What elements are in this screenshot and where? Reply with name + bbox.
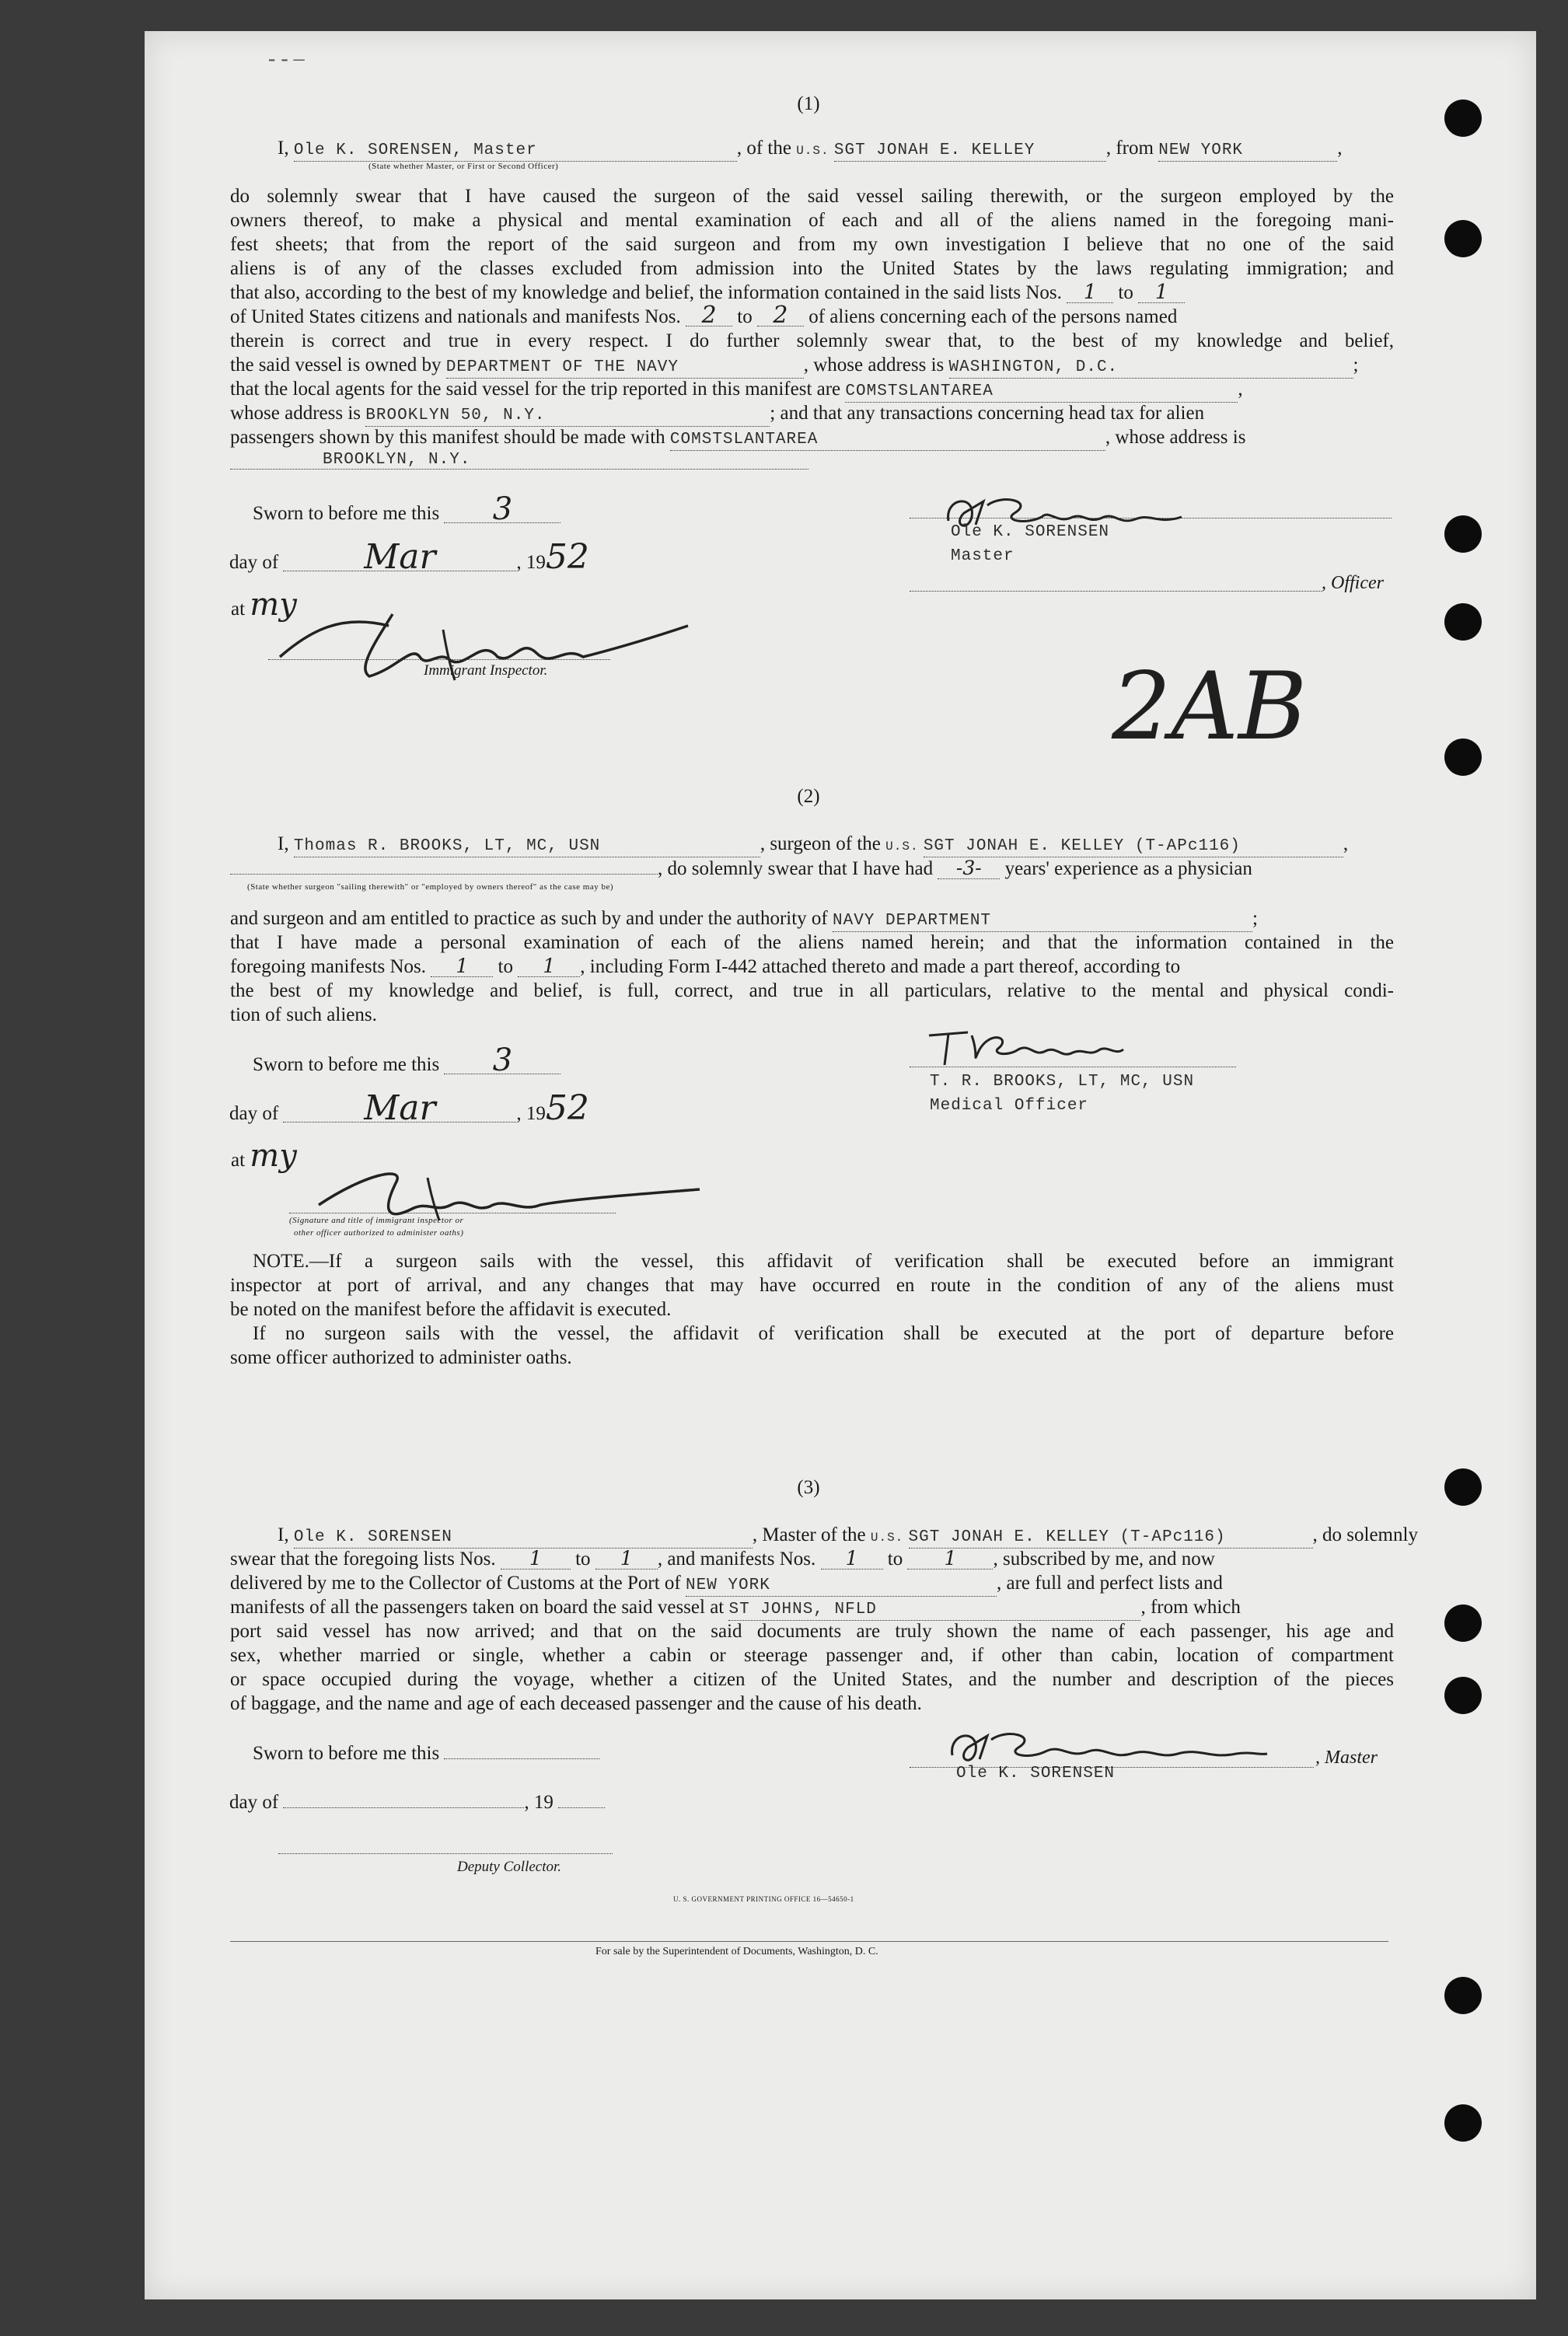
note-line-5: some officer authorized to administer oaths. [230,1347,572,1368]
s1-line-1: I, Ole K. SORENSEN, Master , of the U.S. SGT JONAH E. KELLEY , from NEW YORK , [278,136,1342,163]
master-name-field: Ole K. SORENSEN, Master [294,141,737,162]
s2-line-2: , do solemnly swear that I have had -3- years' experience as a physician [230,857,1252,881]
s2-line-5: foregoing manifests Nos. 1 to 1 , including Form I-442 attached thereto and made a part thereof, according to [230,955,1181,977]
margin-note: 2AB [1112,653,1308,761]
agents-address-field: BROOKLYN 50, N.Y. [365,406,770,427]
punch-hole [1444,2104,1482,2142]
s2-line-1: I, Thomas R. BROOKS, LT, MC, USN , surgeon of the U.S. SGT JONAH E. KELLEY (T-APc116) , [278,832,1348,859]
s3-signature-name: Ole K. SORENSEN [956,1765,1116,1783]
for-sale-line: For sale by the Superintendent of Documents, Washington, D. C. [595,1946,878,1957]
s1-line-11: whose address is BROOKLYN 50, N.Y. ; and that any transactions concerning head tax for alien [230,401,1204,427]
punch-hole [1444,220,1482,257]
s3-line-8: of baggage, and the name and age of each deceased passenger and the cause of his death. [230,1693,922,1714]
section-number: (1) [797,93,820,114]
officer-label: , Officer [1322,573,1384,593]
s1-line-9: the said vessel is owned by DEPARTMENT OF THE NAVY , whose address is WASHINGTON, D.C. ; [230,353,1358,379]
deputy-collector-caption: Deputy Collector. [457,1859,562,1875]
head-tax-address: BROOKLYN, N.Y. [323,451,471,469]
owner-address-field: WASHINGTON, D.C. [949,358,1353,379]
at-line: at my [231,587,297,623]
punch-hole [1444,1604,1482,1642]
punch-hole [1444,100,1482,137]
master-caption: (State whether Master, or First or Second Officer) [368,162,559,171]
owner-field: DEPARTMENT OF THE NAVY [446,358,804,379]
punch-hole [1444,1977,1482,2014]
s3-sworn-line: Sworn to before me this [253,1741,599,1765]
s2-at-line: at my [231,1138,297,1174]
note-line-3: be noted on the manifest before the affidavit is executed. [230,1299,672,1320]
s1-line-4: fest sheets; that from the report of the said surgeon and from my own investigation I believe that no one of the said [230,234,1394,255]
master-label: , Master [1315,1748,1378,1768]
surgeon-name-field: Thomas R. BROOKS, LT, MC, USN [294,836,760,857]
s2-line-3: and surgeon and am entitled to practice as such by and under the authority of NAVY DEPARTMENT ; [230,906,1258,932]
s2-sworn-line: Sworn to before me this 3 [253,1047,560,1077]
surgeon-signature-name: T. R. BROOKS, LT, MC, USN [930,1073,1195,1091]
s3-master-name-field: Ole K. SORENSEN [294,1528,753,1549]
s1-line-7: of United States citizens and nationals and manifests Nos. 2 to 2 of aliens concerning each of the persons named [230,302,1178,329]
vessel-name-field: SGT JONAH E. KELLEY [834,141,1106,162]
s1-line-10: that the local agents for the said vessel for the trip reported in this manifest are COMSTSLANTAREA , [230,377,1243,403]
s2-line-7: tion of such aliens. [230,1004,377,1025]
authority-field: NAVY DEPARTMENT [833,911,1252,932]
s1-line-5: aliens is of any of the classes excluded from admission into the United States by the laws regulating immigration; and [230,258,1394,279]
master-signature-title: Master [951,547,1014,565]
s3-day-of-line: day of , 19 [229,1790,605,1814]
s3-line-5: port said vessel has now arrived; and that on the said documents are truly shown the name of each passenger, his age and [230,1621,1394,1642]
s1-line-3: owners thereof, to make a physical and mental examination of each and all of the aliens named in the foregoing mani- [230,210,1394,231]
note-line-2: inspector at port of arrival, and any changes that may have occurred en route in the condition of any of the aliens must [230,1275,1394,1296]
surgeon-signature-title: Medical Officer [930,1097,1089,1115]
master-signature-name: Ole K. SORENSEN [951,523,1110,541]
s3-line-1: I, Ole K. SORENSEN , Master of the U.S. SGT JONAH E. KELLEY (T-APc116) , do solemnly [278,1523,1418,1550]
agents-field: COMSTSLANTAREA [845,382,1238,403]
punch-hole [1444,603,1482,641]
note-line-4: If no surgeon sails with the vessel, the affidavit of verification shall be executed at the port of departure before [253,1323,1394,1344]
s3-line-4: manifests of all the passengers taken on board the said vessel at ST JOHNS, NFLD , from which [230,1595,1241,1621]
s3-line-6: sex, whether married or single, whether a cabin or steerage passenger and, if other than cabin, location of compartment [230,1645,1394,1666]
s2-inspector-signature [272,1135,707,1228]
s2-caption-1: (Signature and title of immigrant inspector or [289,1216,464,1225]
s1-line-6: that also, according to the best of my knowledge and belief, the information contained in the said lists Nos. 1 to 1 [230,281,1185,305]
punch-hole [1444,1677,1482,1714]
s2-caption-2: other officer authorized to administer oaths) [294,1228,464,1238]
from-port-field: NEW YORK [1158,141,1337,162]
day-of-line: day of Mar , 1952 [229,537,589,577]
header-scribble: - - – [268,47,305,71]
surgeon-signature [925,1026,1127,1073]
head-tax-agent-field: COMSTSLANTAREA [670,430,1105,451]
place-field: ST JOHNS, NFLD [728,1600,1140,1621]
section-number: (2) [797,786,820,807]
s2-line-4: that I have made a personal examination of each of the aliens named herein; and that the information contained in the [230,932,1394,953]
s2-line-6: the best of my knowledge and belief, is full, correct, and true in all particulars, relative to the mental and physical condi- [230,980,1394,1001]
s1-line-8: therein is correct and true in every respect. I do further solemnly swear that, to the best of my knowledge and belief, [230,330,1394,351]
punch-hole [1444,739,1482,776]
punch-hole [1444,515,1482,553]
note-line-1: NOTE.—If a surgeon sails with the vessel, this affidavit of verification shall be executed before an immigrant [253,1251,1394,1272]
s2-vessel-field: SGT JONAH E. KELLEY (T-APc116) [924,836,1343,857]
s3-line-7: or space occupied during the voyage, whether a citizen of the United States, and the number and description of the pieces [230,1669,1394,1690]
port-field: NEW YORK [686,1576,997,1597]
surgeon-caption: (State whether surgeon "sailing therewith" or "employed by owners thereof" as the case may be) [247,882,614,892]
printing-office: U. S. GOVERNMENT PRINTING OFFICE 16—54650-1 [673,1895,854,1903]
s3-master-signature [945,1724,1271,1771]
s3-line-2: swear that the foregoing lists Nos. 1 to 1 , and manifests Nos. 1 to 1 , subscribed by me, and now [230,1547,1215,1570]
s1-line-12: passengers shown by this manifest should be made with COMSTSLANTAREA , whose address is [230,425,1245,451]
sworn-line: Sworn to before me this 3 [253,496,560,526]
inspector-signature [264,583,700,707]
s3-line-3: delivered by me to the Collector of Customs at the Port of NEW YORK , are full and perfect lists and [230,1571,1223,1597]
s2-day-of-line: day of Mar , 1952 [229,1088,589,1128]
s3-vessel-field: SGT JONAH E. KELLEY (T-APc116) [909,1528,1313,1549]
section-number: (3) [797,1477,820,1498]
punch-hole [1444,1468,1482,1506]
inspector-caption: Immigrant Inspector. [424,662,548,679]
s1-line-2: do solemnly swear that I have caused the surgeon of the said vessel sailing therewith, or the surgeon employed by the [230,186,1394,207]
